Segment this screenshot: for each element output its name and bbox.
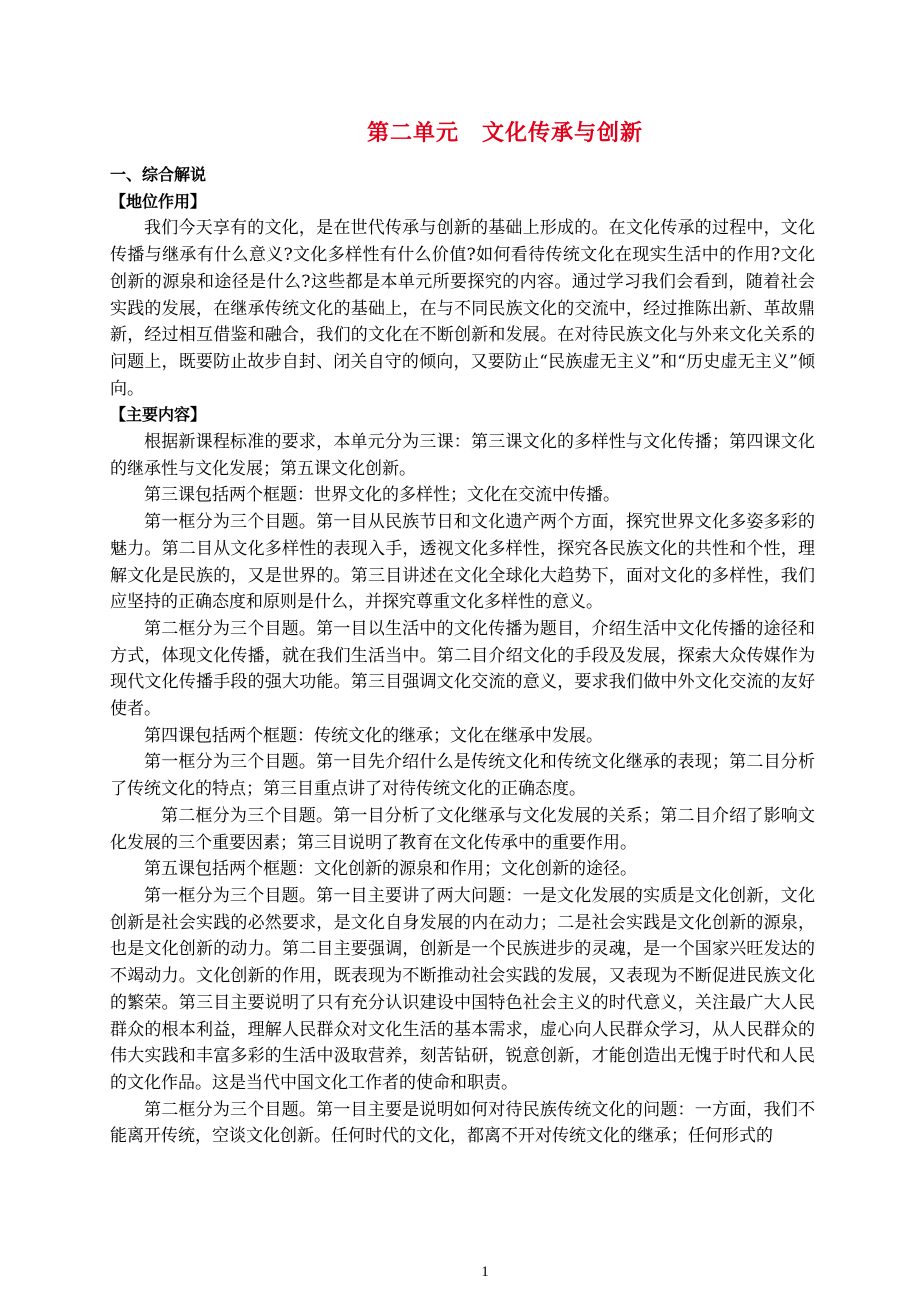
paragraph: 第三课包括两个框题：世界文化的多样性；文化在交流中传播。 <box>144 485 620 506</box>
subsection-heading-content: 【主要内容】 <box>110 405 207 425</box>
document-body <box>110 162 815 1150</box>
paragraph: 我们今天享有的文化，是在世代传承与创新的基础上形成的。在文化传承的过程中，文化传播与继承有什么意义?文化多样性有什么价值?如何看待传统文化在现实生活中的作用?文化创新的源泉和途径是什么?这些都是本单元所要探究的内容。通过学习我们会看到，随着社会实践的发展，在继承传统文化的基础上，在与不同民族文化的交流中，经过推陈出新、革故鼎新，经过相互借鉴和融合，我们的文化在不断创新和发展。在对待民族文化与外来文化关系的问题上，既要防止故步自封、闭关自守的倾向，又要防止“民族虚无主义”和“历史虚无主义”倾向。 <box>110 218 815 399</box>
paragraph: 第一框分为三个目题。第一目主要讲了两大问题：一是文化发展的实质是文化创新，文化创新是社会实践的必然要求，是文化自身发展的内在动力；二是社会实践是文化创新的源泉，也是文化创新的动力。第二目主要强调，创新是一个民族进步的灵魂，是一个国家兴旺发达的不竭动力。文化创新的作用，既表现为不断推动社会实践的发展，又表现为不断促进民族文化的繁荣。第三目主要说明了只有充分认识建设中国特色社会主义的时代意义，关注最广大人民群众的根本利益，理解人民群众对文化生活的基本需求，虚心向人民群众学习，从人民群众的伟大实践和丰富多彩的生活中汲取营养，刻苦钻研，锐意创新，才能创造出无愧于时代和人民的文化作品。这是当代中国文化工作者的使命和职责。 <box>110 885 815 1093</box>
paragraph: 第二框分为三个目题。第一目以生活中的文化传播为题目，介绍生活中文化传播的途径和方式，体现文化传播，就在我们生活当中。第二目介绍文化的手段及发展，探索大众传媒作为现代文化传播手段的强大功能。第三目强调文化交流的意义，要求我们做中外文化交流的友好使者。 <box>110 618 815 720</box>
unit-title: 第二单元 文化传承与创新 <box>366 121 643 146</box>
paragraph: 根据新课程标准的要求，本单元分为三课：第三课文化的多样性与文化传播；第四课文化的继承性与文化发展；第五课文化创新。 <box>110 432 815 479</box>
paragraph: 第五课包括两个框题：文化创新的源泉和作用；文化创新的途径。 <box>144 859 637 880</box>
paragraph: 第一框分为三个目题。第一目先介绍什么是传统文化和传统文化继承的表现；第二目分析了传统文化的特点；第三目重点讲了对待传统文化的正确态度。 <box>110 752 815 800</box>
paragraph: 第一框分为三个目题。第一目从民族节日和文化遗产两个方面，探究世界文化多姿多彩的魅力。第二目从文化多样性的表现入手，透视文化多样性，探究各民族文化的共性和个性，理解文化是民族的，又是世界的。第三目讲述在文化全球化大趋势下，面对文化的多样性，我们应坚持的正确态度和原则是什么，并探究尊重文化多样性的意义。 <box>110 512 815 613</box>
page-number: 1 <box>481 1264 489 1280</box>
section-heading: 一、综合解说 <box>110 165 207 184</box>
paragraph: 第四课包括两个框题：传统文化的继承；文化在继承中发展。 <box>144 725 603 746</box>
paragraph: 第二框分为三个目题。第一目主要是说明如何对待民族传统文化的问题：一方面，我们不能离开传统，空谈文化创新。任何时代的文化，都离不开对传统文化的继承；任何形式的 <box>110 1099 815 1147</box>
paragraph: 第二框分为三个目题。第一目分析了文化继承与文化发展的关系；第二目介绍了影响文化发展的三个重要因素；第三目说明了教育在文化传承中的重要作用。 <box>110 805 815 853</box>
subsection-heading-role: 【地位作用】 <box>110 191 207 211</box>
